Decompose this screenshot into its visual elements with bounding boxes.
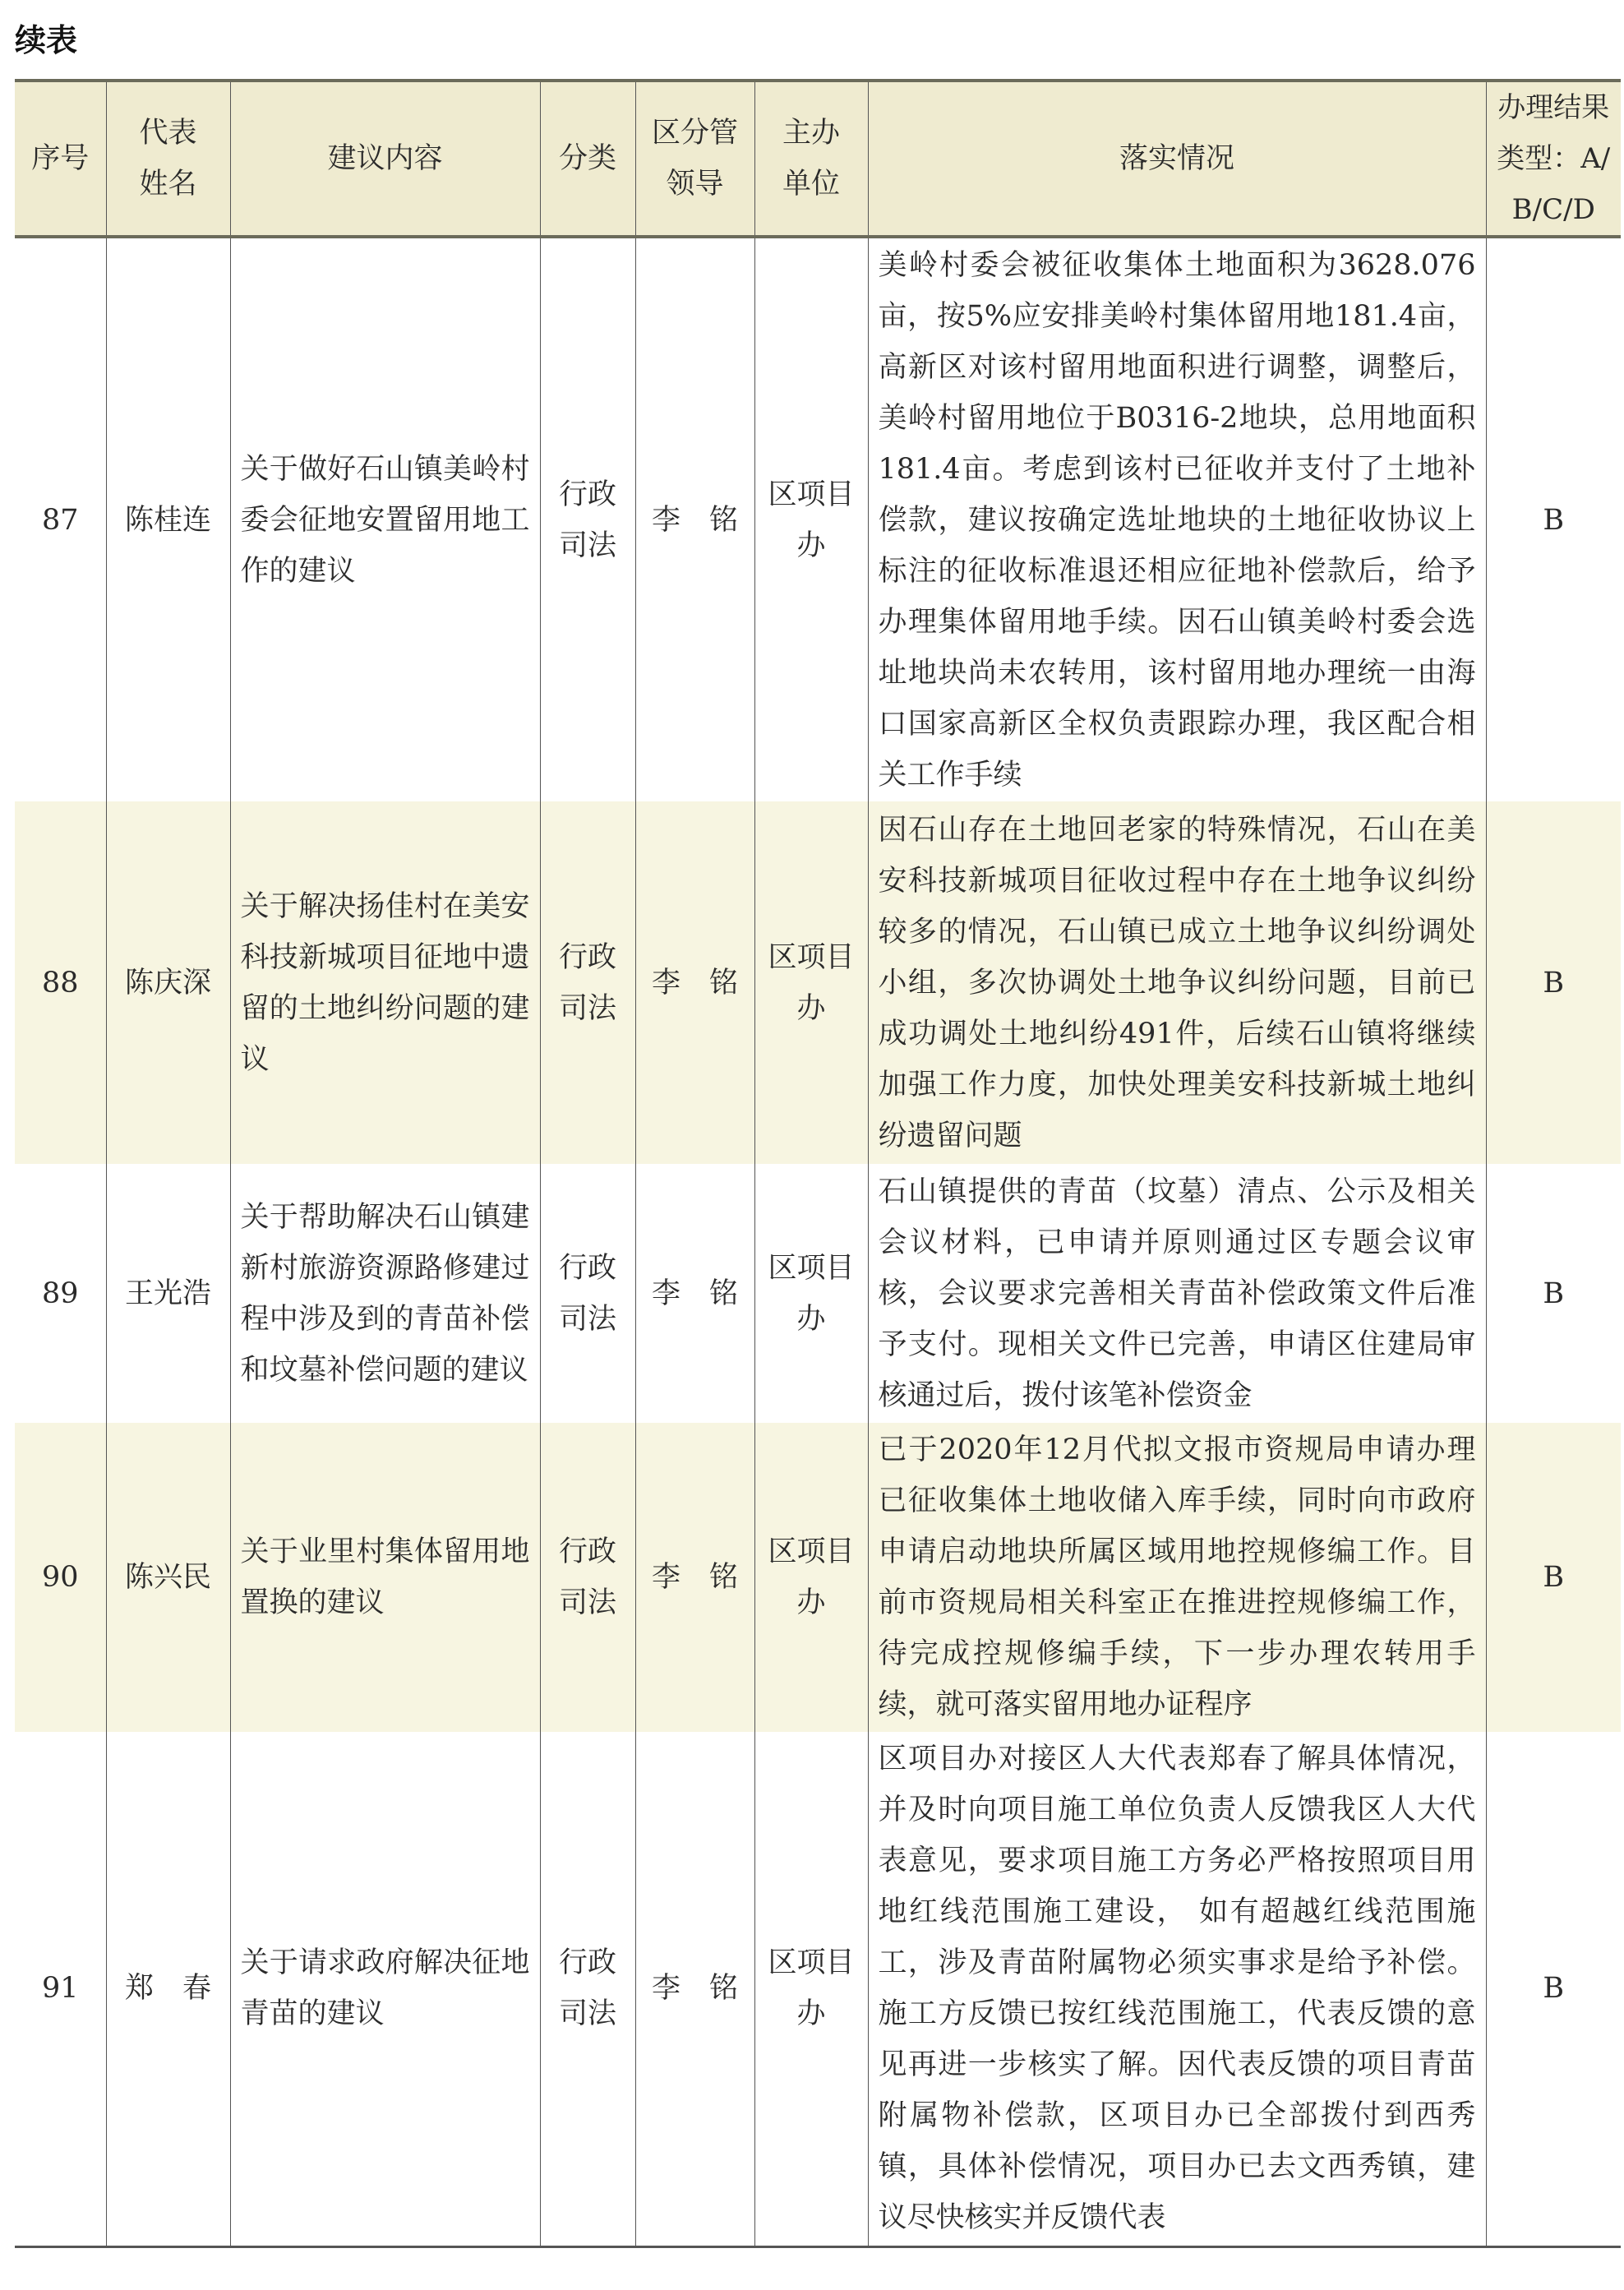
row-number: 89 xyxy=(15,1164,106,1423)
header-result: 落实情况 xyxy=(868,81,1486,237)
district-leader: 李 铭 xyxy=(635,1732,754,2246)
implementation-status: 美岭村委会被征收集体土地面积为3628.076亩，按5%应安排美岭村集体留用地181.4亩，高新区对该村留用地面积进行调整，调整后，美岭村留用地位于B0316-2地块，总用地面积181.4亩。考虑到该村已征收并支付了土地补偿款，建议按确定选址地块的土地征收协议上标注的征收标准退还相应征地补偿款后，给予办理集体留用地手续。因石山镇美岭村委会选址地块尚未农转用，该村留用地办理统一由海口国家高新区全权负责跟踪办理，我区配合相关工作手续 xyxy=(868,237,1486,801)
table-row xyxy=(15,1423,1621,1732)
proposal-content: 关于请求政府解决征地青苗的建议 xyxy=(230,1732,540,2246)
category: 行政司法 xyxy=(540,801,635,1164)
table-row xyxy=(15,237,1621,801)
implementation-status: 因石山存在土地回老家的特殊情况，石山在美安科技新城项目征收过程中存在土地争议纠纷较多的情况，石山镇已成立土地争议纠纷调处小组，多次协调处土地争议纠纷问题，目前已成功调处土地纠纷491件，后续石山镇将继续加强工作力度，加快处理美安科技新城土地纠纷遗留问题 xyxy=(868,801,1486,1164)
implementation-status: 石山镇提供的青苗（坟墓）清点、公示及相关会议材料，已申请并原则通过区专题会议审核，会议要求完善相关青苗补偿政策文件后准予支付。现相关文件已完善，申请区住建局审核通过后，拨付该笔补偿资金 xyxy=(868,1164,1486,1423)
proposal-content: 关于帮助解决石山镇建新村旅游资源路修建过程中涉及到的青苗补偿和坟墓补偿问题的建议 xyxy=(230,1164,540,1423)
row-number: 88 xyxy=(15,801,106,1164)
header-no: 序号 xyxy=(15,81,106,237)
representative-name: 王光浩 xyxy=(106,1164,230,1423)
page-title: 续表 xyxy=(15,22,78,58)
proposal-content: 关于解决扬佳村在美安科技新城项目征地中遗留的土地纠纷问题的建议 xyxy=(230,801,540,1164)
host-unit: 区项目办 xyxy=(754,237,868,801)
header-name: 代表姓名 xyxy=(106,81,230,237)
table-row xyxy=(15,1164,1621,1423)
row-number: 91 xyxy=(15,1732,106,2246)
header-type: 办理结果类型：A/B/C/D xyxy=(1486,81,1621,237)
representative-name: 郑 春 xyxy=(106,1732,230,2246)
row-number: 90 xyxy=(15,1423,106,1732)
table-row xyxy=(15,801,1621,1164)
table-row xyxy=(15,1732,1621,2246)
header-category: 分类 xyxy=(540,81,635,237)
host-unit: 区项目办 xyxy=(754,1732,868,2246)
host-unit: 区项目办 xyxy=(754,1164,868,1423)
row-number: 87 xyxy=(15,237,106,801)
representative-name: 陈桂连 xyxy=(106,237,230,801)
result-type: B xyxy=(1486,237,1621,801)
result-type: B xyxy=(1486,1732,1621,2246)
header-leader: 区分管领导 xyxy=(635,81,754,237)
proposal-content: 关于业里村集体留用地置换的建议 xyxy=(230,1423,540,1732)
district-leader: 李 铭 xyxy=(635,1423,754,1732)
implementation-status: 区项目办对接区人大代表郑春了解具体情况，并及时向项目施工单位负责人反馈我区人大代表意见，要求项目施工方务必严格按照项目用地红线范围施工建设， 如有超越红线范围施工，涉及青苗附属物必须实事求是给予补偿。施工方反馈已按红线范围施工，代表反馈的意见再进一步核实了解。因代表反馈的项目青苗附属物补偿款，区项目办已全部拨付到西秀镇，具体补偿情况，项目办已去文西秀镇，建议尽快核实并反馈代表 xyxy=(868,1732,1486,2246)
result-type: B xyxy=(1486,1423,1621,1732)
district-leader: 李 铭 xyxy=(635,1164,754,1423)
category: 行政司法 xyxy=(540,1732,635,2246)
result-type: B xyxy=(1486,801,1621,1164)
representative-name: 陈庆深 xyxy=(106,801,230,1164)
category: 行政司法 xyxy=(540,1164,635,1423)
host-unit: 区项目办 xyxy=(754,801,868,1164)
district-leader: 李 铭 xyxy=(635,801,754,1164)
district-leader: 李 铭 xyxy=(635,237,754,801)
host-unit: 区项目办 xyxy=(754,1423,868,1732)
result-type: B xyxy=(1486,1164,1621,1423)
category: 行政司法 xyxy=(540,237,635,801)
implementation-status: 已于2020年12月代拟文报市资规局申请办理已征收集体土地收储入库手续，同时向市政府申请启动地块所属区域用地控规修编工作。目前市资规局相关科室正在推进控规修编工作，待完成控规修编手续，下一步办理农转用手续，就可落实留用地办证程序 xyxy=(868,1423,1486,1732)
proposal-table xyxy=(15,79,1621,2248)
header-proposal: 建议内容 xyxy=(230,81,540,237)
representative-name: 陈兴民 xyxy=(106,1423,230,1732)
header-unit: 主办单位 xyxy=(754,81,868,237)
table-header-row xyxy=(15,81,1621,237)
category: 行政司法 xyxy=(540,1423,635,1732)
proposal-content: 关于做好石山镇美岭村委会征地安置留用地工作的建议 xyxy=(230,237,540,801)
